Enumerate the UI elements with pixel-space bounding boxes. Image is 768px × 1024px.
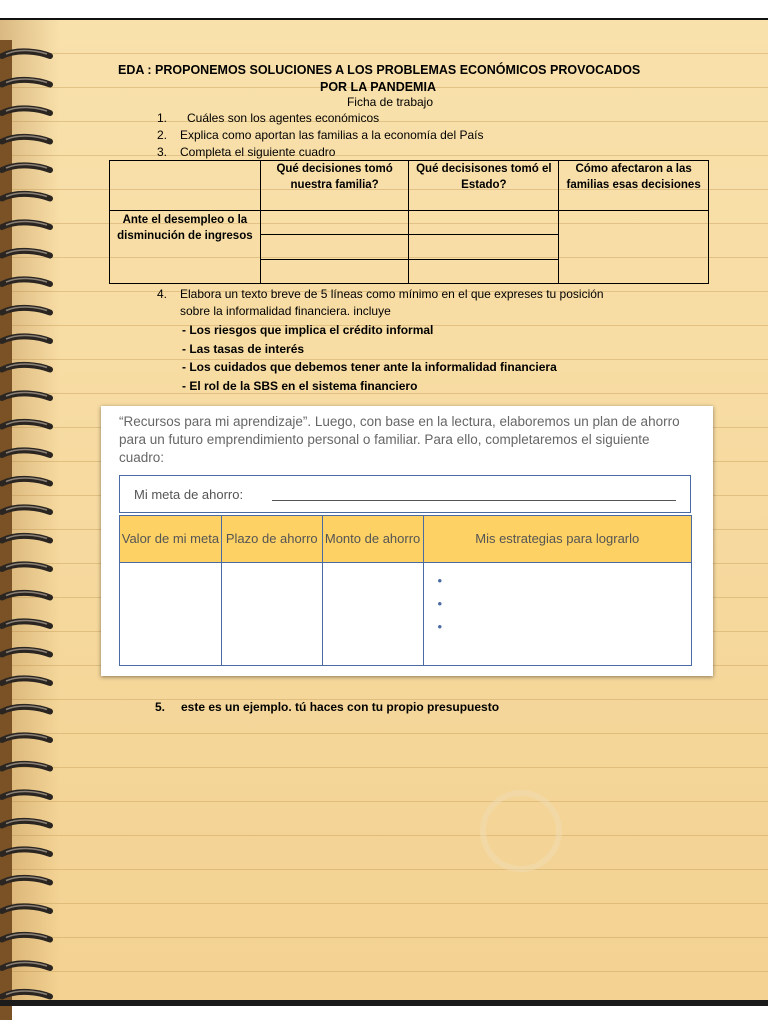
question-2 — [157, 128, 484, 143]
question-number: 1. — [157, 111, 168, 125]
list-item: - Los cuidados que debemos tener ante la informalidad financiera — [182, 360, 557, 374]
question-3 — [157, 145, 335, 160]
question-1 — [157, 111, 379, 126]
list-item: - El rol de la SBS en el sistema financiero — [182, 378, 418, 393]
question-text: Explica como aportan las familias a la economía del País — [180, 128, 484, 142]
table-header-cell: Qué decisiones tomó nuestra familia? — [260, 161, 409, 211]
question-text: este es un ejemplo. tú haces con tu propio presupuesto — [181, 700, 500, 714]
bullet-point: • — [437, 619, 443, 634]
table-cell[interactable] — [120, 563, 222, 666]
table-cell[interactable] — [409, 211, 559, 235]
table-header-cell: Valor de mi meta — [120, 516, 222, 563]
table-header-cell — [110, 161, 261, 211]
bullet-list — [182, 321, 557, 395]
question-number: 4. — [157, 287, 168, 301]
savings-goal-label: Mi meta de ahorro: — [134, 487, 244, 502]
bullet-point: • — [437, 573, 443, 588]
title-line-2: POR LA PANDEMIA — [320, 80, 436, 94]
savings-goal-line — [272, 500, 676, 501]
question-number: 2. — [157, 128, 168, 142]
table-header-cell: Qué decisisones tomó el Estado? — [409, 161, 559, 211]
question-text: Completa el siguiente cuadro — [180, 145, 336, 159]
question-text-continued: sobre la informalidad financiera. incluye — [180, 304, 391, 318]
card-intro: “Recursos para mi aprendizaje”. Luego, con base en la lectura, elaboremos un plan de ahorro para un futuro emprendimiento personal o familiar. Para ello, completaremos el siguiente cuadro: — [119, 414, 680, 465]
savings-goal-field[interactable] — [119, 475, 691, 513]
table-cell[interactable] — [260, 260, 409, 284]
subtitle: Ficha de trabajo — [346, 95, 434, 109]
watermark-icon — [480, 790, 562, 872]
bullet-point: • — [437, 596, 443, 611]
table-header-cell: Monto de ahorro — [322, 516, 423, 563]
table-cell[interactable] — [409, 235, 559, 260]
table-header-cell: Cómo afectaron a las familias esas decisiones — [559, 161, 709, 211]
bottom-border — [0, 1000, 768, 1006]
list-item: - Los riesgos que implica el crédito informal — [182, 323, 434, 337]
table-row-label: Ante el desempleo o la disminución de ingresos — [110, 211, 261, 284]
spiral-binding — [0, 40, 60, 1020]
title-line-1: EDA : PROPONEMOS SOLUCIONES A LOS PROBLEMAS ECONÓMICOS PROVOCADOS — [118, 63, 641, 77]
table-header-cell: Mis estrategias para lograrlo — [423, 516, 692, 563]
question-number: 5. — [155, 700, 166, 714]
list-item: - Las tasas de interés — [182, 341, 305, 356]
table-cell[interactable] — [260, 211, 409, 235]
table-cell[interactable] — [559, 211, 709, 284]
question-text: Elabora un texto breve de 5 líneas como mínimo en el que expreses tu posición — [180, 287, 604, 301]
table-cell[interactable] — [260, 235, 409, 260]
question-text: Cuáles son los agentes económicos — [187, 111, 380, 125]
question-number: 3. — [157, 145, 168, 159]
decisions-table — [109, 160, 709, 284]
question-4 — [157, 286, 657, 320]
question-5 — [155, 700, 499, 714]
table-cell[interactable] — [409, 260, 559, 284]
savings-plan-card — [101, 406, 713, 676]
page-title — [118, 62, 678, 96]
strategies-cell[interactable] — [423, 563, 692, 666]
table-cell[interactable] — [221, 563, 322, 666]
savings-table — [119, 515, 692, 666]
table-header-cell: Plazo de ahorro — [221, 516, 322, 563]
table-cell[interactable] — [322, 563, 423, 666]
